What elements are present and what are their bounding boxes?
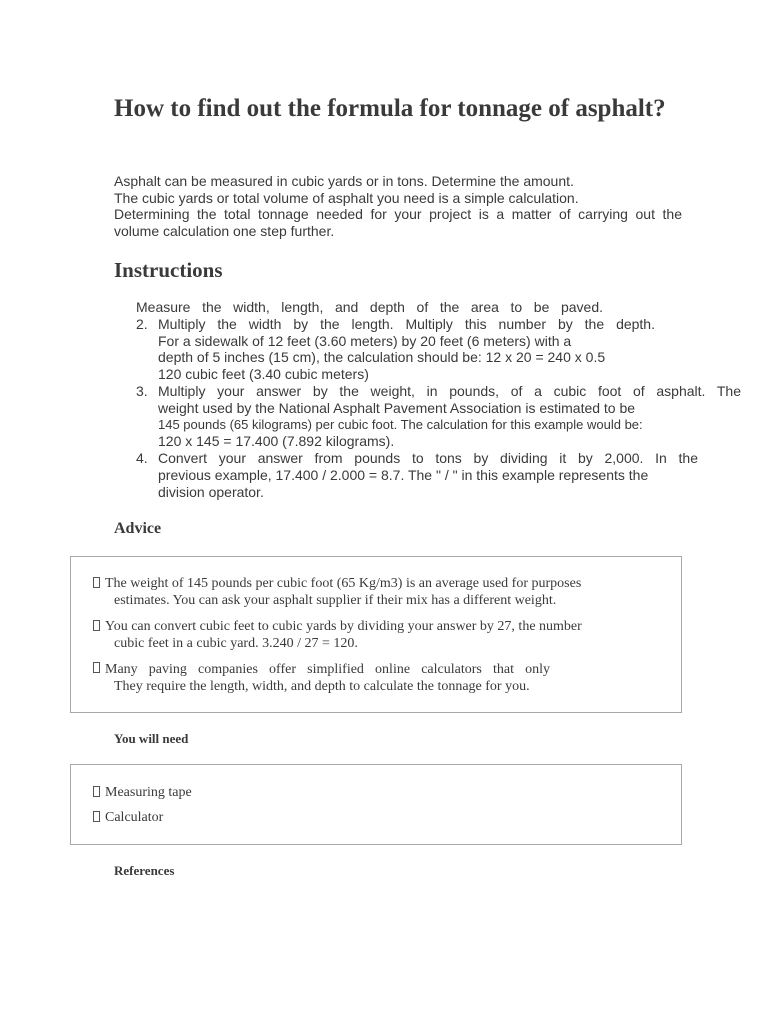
checkbox-bullet-icon [93,620,100,631]
step-line: weight used by the National Asphalt Pavement Association is estimated to be [158,399,636,416]
step-line: For a sidewalk of 12 feet (3.60 meters) by 20 feet (6 meters) with a [158,332,572,349]
step-item [136,383,741,450]
intro-line: volume calculation one step further. [114,223,335,240]
step-line: division operator. [158,483,264,500]
step-line: previous example, 17.400 / 2.000 = 8.7. The " / " in this example represents the [158,466,649,483]
instructions-heading: Instructions [114,258,223,282]
step-line: Convert your answer from pounds to tons by dividing it by 2,000. In the [158,450,698,467]
advice-heading: Advice [114,520,162,537]
step-item [136,299,741,316]
advice-line: Many paving companies offer simplified online calculators that only [105,662,550,677]
step-line: Multiply the width by the length. Multiply this number by the depth. [158,315,655,332]
checkbox-bullet-icon [93,786,100,797]
step-number: 4. [136,450,148,467]
need-item [93,784,681,801]
intro-line: Asphalt can be measured in cubic yards or in tons. Determine the amount. [114,173,574,189]
checkbox-bullet-icon [93,662,100,673]
you-will-need-heading: You will need [114,731,189,746]
you-will-need-box [70,764,682,845]
advice-box [70,556,682,713]
step-line: Multiply your answer by the weight, in pounds, of a cubic foot of asphalt. The [158,382,741,399]
advice-line: estimates. You can ask your asphalt supplier if their mix has a different weight. [114,593,557,608]
advice-item [93,575,681,609]
advice-line: You can convert cubic feet to cubic yards by dividing your answer by 27, the number [105,619,582,634]
step-line: depth of 5 inches (15 cm), the calculation should be: 12 x 20 = 240 x 0.5 [158,349,606,366]
step-line: 145 pounds (65 kilograms) per cubic foot. The calculation for this example would be: [158,416,643,432]
advice-item [93,618,681,652]
step-number: 2. [136,315,148,332]
advice-line: cubic feet in a cubic yard. 3.240 / 27 = 120. [114,636,358,651]
step-item [136,316,741,383]
references-heading: References [114,863,175,878]
intro-paragraph [114,173,682,240]
advice-line: The weight of 145 pounds per cubic foot (65 Kg/m3) is an average used for purposes [105,576,582,591]
need-item [93,809,681,826]
step-item [136,450,741,500]
step-line: 120 x 145 = 17.400 (7.892 kilograms). [158,433,395,450]
step-number: 3. [136,382,148,399]
advice-line: They require the length, width, and depth to calculate the tonnage for you. [114,679,530,694]
step-line: 120 cubic feet (3.40 cubic meters) [158,366,369,383]
advice-item [93,661,681,695]
instructions-list [136,299,741,501]
checkbox-bullet-icon [93,811,100,822]
step-line: Measure the width, length, and depth of the area to be paved. [136,299,603,315]
need-label: Calculator [105,810,164,825]
page-title: How to find out the formula for tonnage of asphalt? [114,95,666,122]
need-label: Measuring tape [105,785,192,800]
checkbox-bullet-icon [93,577,100,588]
intro-line: The cubic yards or total volume of asphalt you need is a simple calculation. [114,189,579,206]
intro-line: Determining the total tonnage needed for your project is a matter of carrying out the [114,206,682,223]
